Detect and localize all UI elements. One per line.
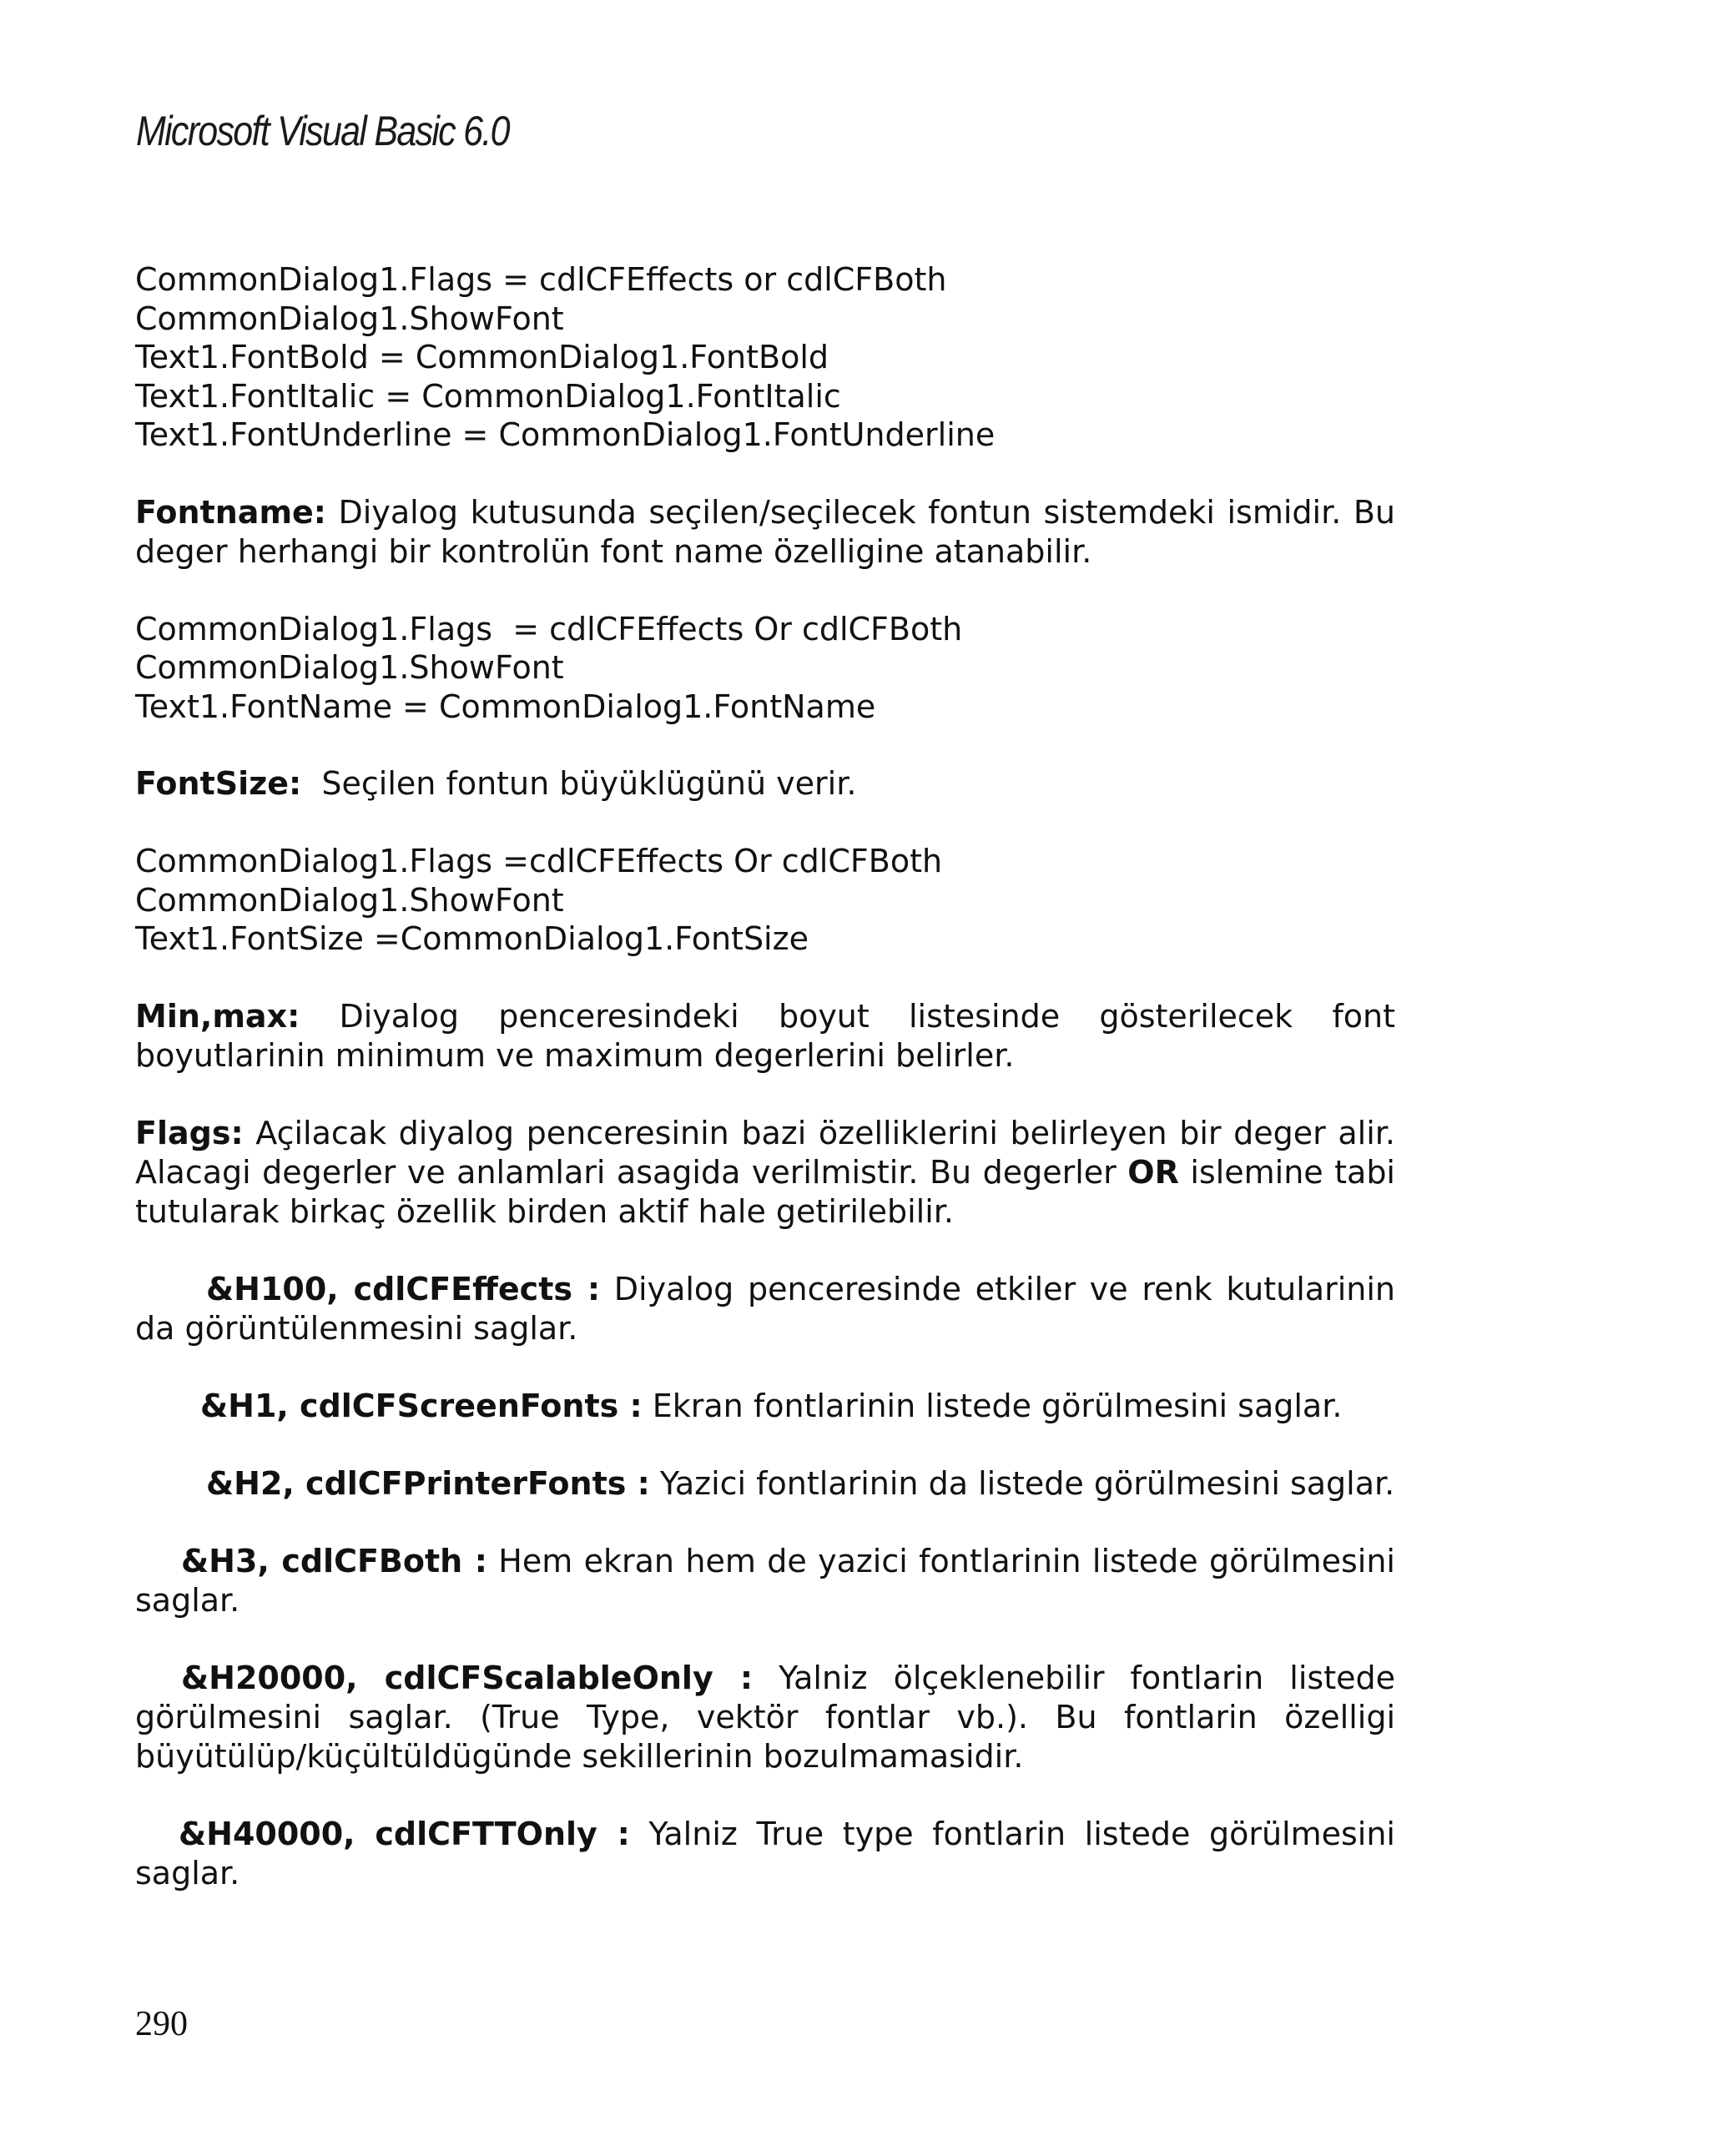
flag-term: &H20000, cdlCFScalableOnly : [181, 1659, 754, 1696]
flag-text: Diyalog penceresinde etkiler ve renk kutularinin da görüntülenmesini saglar. [135, 1270, 1395, 1347]
minmax-text: Diyalog penceresindeki boyut listesinde gösterilecek font boyutlarinin minimum ve maximum degerlerini belirler. [135, 997, 1395, 1074]
flags-text-before: Açilacak diyalog penceresinin bazi özelliklerini belirleyen bir deger alir. Alacagi degerler ve anlamlari asagida verilmistir. Bu degerler [135, 1114, 1395, 1191]
flags-paragraph [135, 1114, 1395, 1232]
flag-item-printer-fonts [135, 1464, 1395, 1504]
flag-item-both [135, 1542, 1395, 1620]
flag-term: &H100, cdlCFEffects : [206, 1270, 601, 1307]
flag-term: &H2, cdlCFPrinterFonts : [206, 1464, 650, 1502]
code-line: CommonDialog1.Flags = cdlCFEffects or cdlCFBoth [135, 261, 947, 298]
code-line: Text1.FontUnderline = CommonDialog1.FontUnderline [135, 416, 996, 453]
code-line: Text1.FontItalic = CommonDialog1.FontItalic [135, 377, 841, 415]
flag-item-screen-fonts [135, 1387, 1395, 1426]
flags-text-after: islemine tabi tutularak birkaç özellik birden aktif hale getirilebilir. [135, 1153, 1395, 1230]
code-line: CommonDialog1.Flags =cdlCFEffects Or cdlCFBoth [135, 843, 943, 879]
flag-text: Yalniz ölçeklenebilir fontlarin listede görülmesini saglar. (True Type, vektör fontlar vb.). Bu fontlarin özelligi büyütülüp/küçültüldügünde sekillerinin bozulmamasidir. [135, 1659, 1395, 1775]
code-block-flags-effects [135, 260, 1395, 455]
code-line: CommonDialog1.ShowFont [135, 649, 564, 686]
fontsize-term: FontSize: [135, 765, 302, 802]
fontsize-paragraph [135, 764, 1395, 803]
flag-text: Hem ekran hem de yazici fontlarinin listede görülmesini saglar. [135, 1542, 1395, 1619]
flag-item-scalable-only [135, 1659, 1395, 1776]
flags-term: Flags: [135, 1114, 244, 1151]
flag-text: Yazici fontlarinin da listede görülmesini saglar. [649, 1464, 1395, 1502]
fontsize-text: Seçilen fontun büyüklügünü verir. [301, 765, 857, 802]
flag-term: &H40000, cdlCFTTOnly : [179, 1815, 630, 1852]
flag-item-effects [135, 1270, 1395, 1348]
flag-item-tt-only [135, 1815, 1395, 1893]
flag-text: Ekran fontlarinin listede görülmesini saglar. [642, 1387, 1343, 1424]
code-block-fontname [135, 610, 1395, 727]
code-line: Text1.FontSize =CommonDialog1.FontSize [135, 920, 809, 957]
code-line: CommonDialog1.Flags = cdlCFEffects Or cdlCFBoth [135, 610, 963, 647]
code-block-fontsize [135, 842, 1395, 959]
code-line: Text1.FontName = CommonDialog1.FontName [135, 688, 876, 725]
flag-term: &H3, cdlCFBoth : [181, 1542, 487, 1579]
flags-or-word: OR [1127, 1153, 1179, 1191]
page-body [135, 260, 1395, 1893]
fontname-paragraph [135, 493, 1395, 572]
page-number: 290 [135, 2005, 188, 2043]
minmax-paragraph [135, 997, 1395, 1075]
code-line: CommonDialog1.ShowFont [135, 300, 564, 337]
running-header-title: Microsoft Visual Basic 6.0 [136, 108, 509, 154]
code-line: Text1.FontBold = CommonDialog1.FontBold [135, 339, 829, 375]
fontname-term: Fontname: [135, 493, 327, 531]
flag-text: Yalniz True type fontlarin listede görülmesini saglar. [135, 1815, 1395, 1892]
fontname-text: Diyalog kutusunda seçilen/seçilecek fontun sistemdeki ismidir. Bu deger herhangi bir kontrolün font name özelligine atanabilir. [135, 493, 1395, 570]
code-line: CommonDialog1.ShowFont [135, 881, 564, 919]
flag-term: &H1, cdlCFScreenFonts : [200, 1387, 643, 1424]
minmax-term: Min,max: [135, 997, 300, 1035]
